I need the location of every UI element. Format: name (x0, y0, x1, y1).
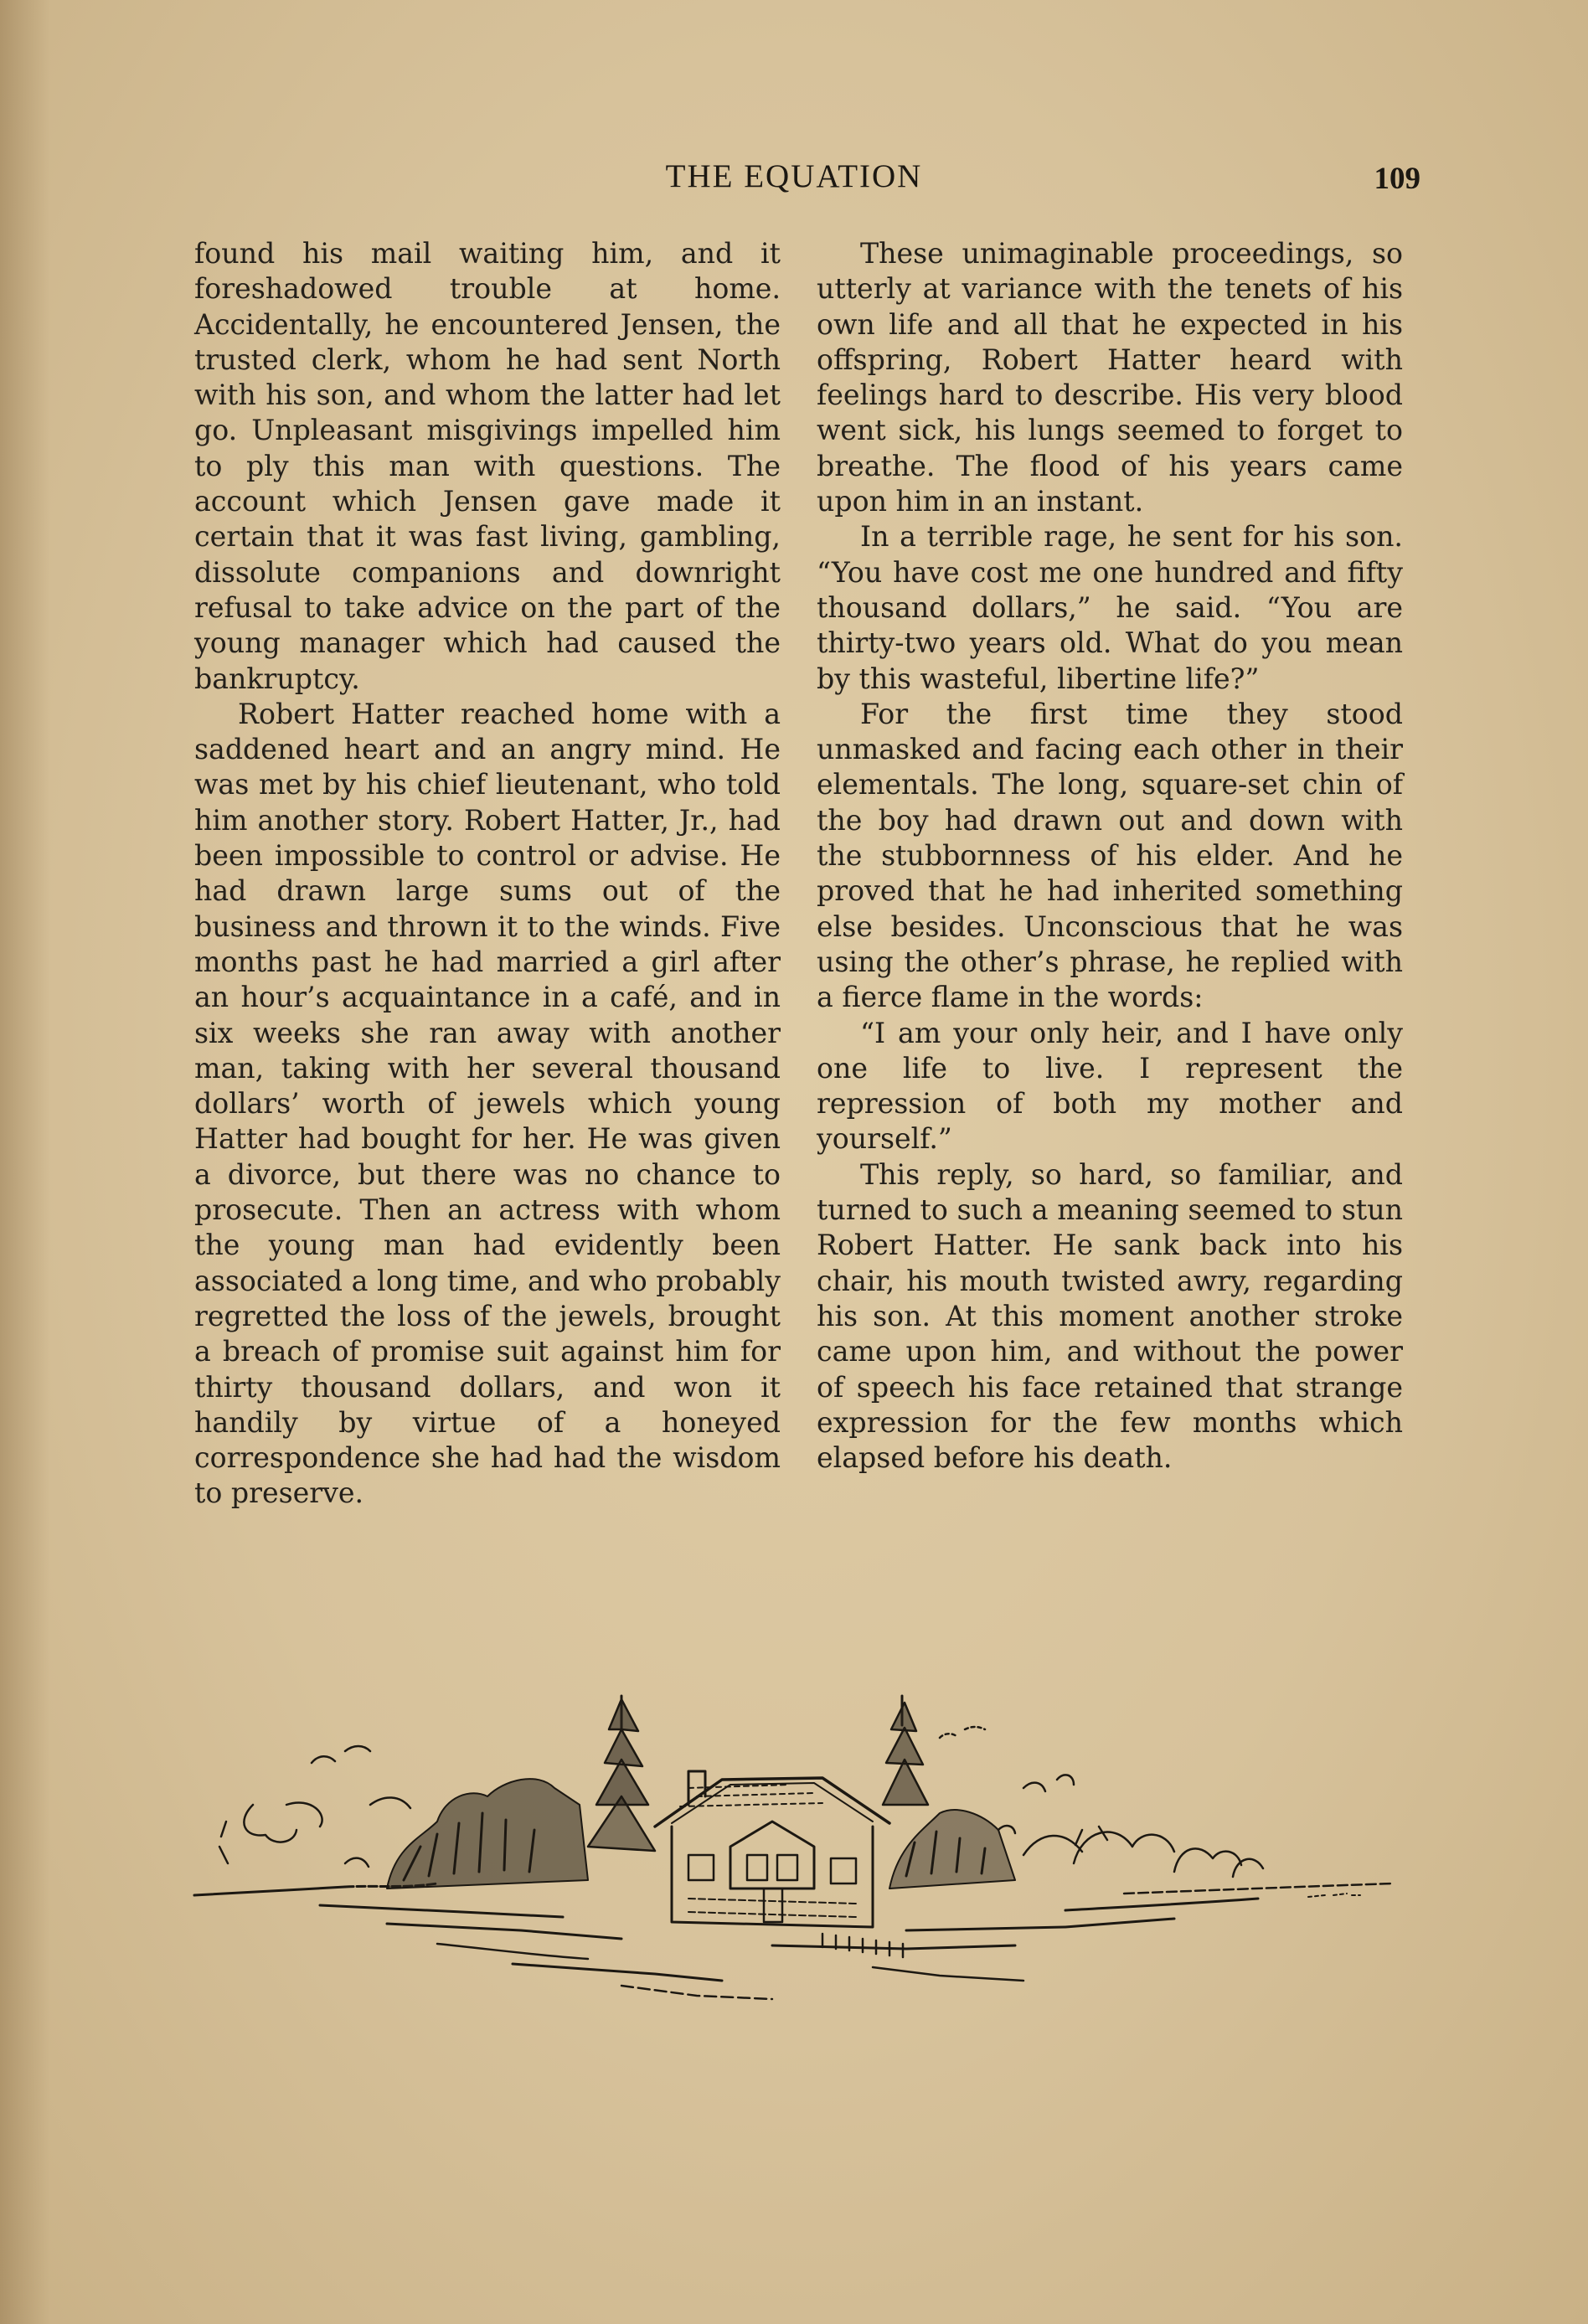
right-column (817, 236, 1403, 1476)
paragraph: “I am your only heir, and I have only one life to live. I represent the repression of both my mother and yourself.” (817, 1016, 1403, 1156)
paragraph: This reply, so hard, so familiar, and turned to such a meaning seemed to stun Robert Hatter. He sank back into his chair, his mouth twisted awry, regarding his son. At this moment another stroke came upon him, and without the power of speech his face retained that strange expression for the few months which elapsed before his death. (817, 1157, 1403, 1475)
paragraph: In a terrible rage, he sent for his son. “You have cost me one hundred and fifty thousand dollars,” he said. “You are thirty-two years old. What do you mean by this wasteful, libertine life?” (817, 520, 1403, 695)
running-title: THE EQUATION (665, 158, 923, 194)
paragraph: For the first time they stood unmasked and facing each other in their elementals. The long, square-set chin of the boy had drawn out and down with the stubbornness of his elder. And he proved that he had inherited something else besides. Unconscious that he was using the other’s phrase, he replied with a fierce flame in the words: (817, 697, 1403, 1014)
paragraph: These unimaginable proceedings, so utterly at variance with the tenets of his own life and all that he expected in his offspring, Robert Hatter heard with feelings hard to describe. His very blood went sick, his lungs seemed to forget to breathe. The flood of his years came upon him in an instant. (817, 237, 1403, 518)
page-number: 109 (1374, 162, 1420, 196)
paragraph: Robert Hatter reached home with a saddened heart and an angry mind. He was met by his chief lieutenant, who told him another story. Robert Hatter, Jr., had been impossible to control or advise. He had drawn large sums out of the business and thrown it to the winds. Five months past he had married a girl after an hour’s acquaintance in a café, and in six weeks she ran away with another man, taking with her several thousand dollars’ worth of jewels which young Hatter had bought for her. He was given a divorce, but there was no chance to prosecute. Then an actress with whom the young man had evidently been associated a long time, and who probably regretted the loss of the jewels, brought a breach of promise suit against him for thirty thousand dollars, and won it handily by virtue of a honeyed correspondence she had had the wisdom to preserve. (194, 697, 781, 1510)
house-landscape-vignette-icon (186, 1679, 1409, 2031)
paragraph: found his mail waiting him, and it foreshadowed trouble at home. Accidentally, he encountered Jensen, the trusted clerk, whom he had sent North with his son, and whom the latter had let go. Unpleasant misgivings impelled him to ply this man with questions. The account which Jensen gave made it certain that it was fast living, gambling, dissolute companions and downright refusal to take advice on the part of the young manager which had caused the bankruptcy. (194, 237, 781, 695)
running-head (0, 157, 1588, 208)
left-column (194, 236, 781, 1512)
